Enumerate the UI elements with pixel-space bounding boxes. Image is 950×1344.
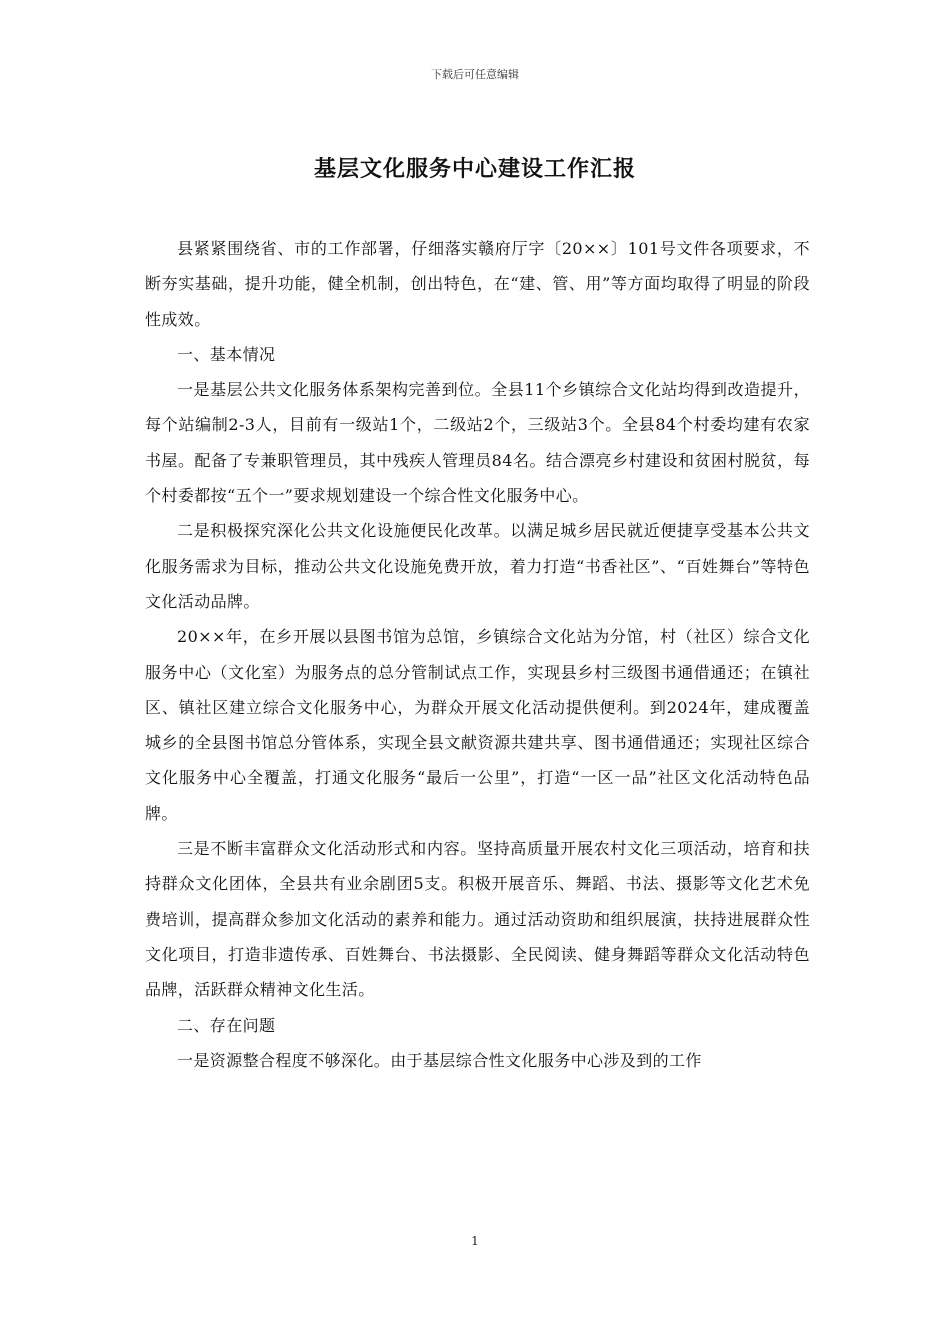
document-title: 基层文化服务中心建设工作汇报 [313,157,636,182]
section-heading-basic-situation: 一、基本情况 [177,344,276,364]
section-heading-problems: 二、存在问题 [177,1015,276,1035]
document-body [145,231,810,1078]
paragraph-cultural-activities: 三是不断丰富群众文化活动形式和内容。坚持高质量开展农村文化三项活动，培育和扶持群众文化团体，全县共有业余剧团5支。积极开展音乐、舞蹈、书法、摄影等文化艺术免费培训，提高群众参加文化活动的素养和能力。通过活动资助和组织展演，扶持进展群众性文化项目，打造非遗传承、百姓舞台、书法摄影、全民阅读、健身舞蹈等群众文化活动特色品牌，活跃群众精神文化生活。 [145,839,810,1000]
paragraph-system-structure: 一是基层公共文化服务体系架构完善到位。全县11个乡镇综合文化站均得到改造提升，每个站编制2-3人，目前有一级站1个，二级站2个，三级站3个。全县84个村委均建有农家书屋。配备了专兼职管理员，其中残疾人管理员84名。结合漂亮乡村建设和贫困村脱贫，每个村委都按“五个一”要求规划建设一个综合性文化服务中心。 [145,380,810,506]
page-number: 1 [471,1234,479,1248]
page-header-note: 下载后可任意编辑 [431,68,519,81]
paragraph-intro: 县紧紧围绕省、市的工作部署，仔细落实赣府厅字〔20××〕101号文件各项要求，不断夯实基础，提升功能，健全机制，创出特色，在“建、管、用”等方面均取得了明显的阶段性成效。 [145,239,810,329]
paragraph-facility-reform: 二是积极探究深化公共文化设施便民化改革。以满足城乡居民就近便捷享受基本公共文化服务需求为目标，推动公共文化设施免费开放，着力打造“书香社区”、“百姓舞台”等特色文化活动品牌。 [145,521,810,611]
paragraph-resource-integration: 一是资源整合程度不够深化。由于基层综合性文化服务中心涉及到的工作 [177,1050,702,1070]
paragraph-library-network: 20××年，在乡开展以县图书馆为总馆，乡镇综合文化站为分馆，村（社区）综合文化服务中心（文化室）为服务点的总分管制试点工作，实现县乡村三级图书通借通还；在镇社区、镇社区建立综合文化服务中心，为群众开展文化活动提供便利。到2024年，建成覆盖城乡的全县图书馆总分管体系，实现全县文献资源共建共享、图书通借通还；实现社区综合文化服务中心全覆盖，打通文化服务“最后一公里”，打造“一区一品”社区文化活动特色品牌。 [145,627,810,823]
